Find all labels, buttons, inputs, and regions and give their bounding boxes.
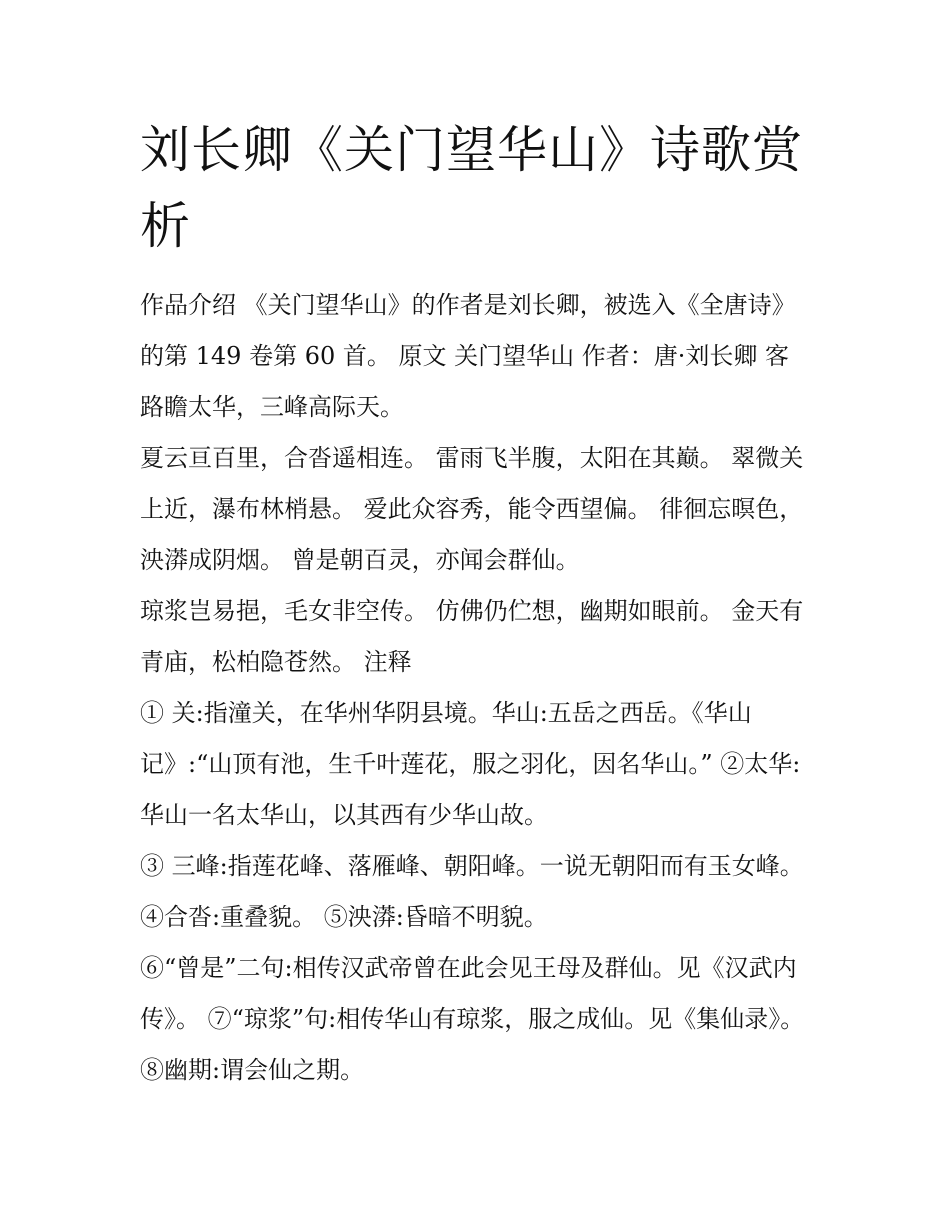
paragraph-note-6-8: ⑥“曾是”二句:相传汉武帝曾在此会见王母及群仙。见《汉武内传》。 ⑦“琼浆”句:相传华山有琼浆，服之成仙。见《集仙录》。 ⑧幽期:谓会仙之期。	[140, 954, 805, 1084]
paragraph-note-3-5: ③ 三峰:指莲花峰、落雁峰、朝阳峰。一说无朝阳而有玉女峰。 ④合沓:重叠貌。 ⑤泱漭:昏暗不明貌。	[140, 852, 804, 931]
paragraph-introduction: 作品介绍 《关门望华山》的作者是刘长卿，被选入《全唐诗》的第 149 卷第 60 首。 原文 关门望华山 作者：唐·刘长卿 客路瞻太华，三峰高际天。	[140, 291, 796, 421]
paragraph-poem-part-1: 夏云亘百里，合沓遥相连。 雷雨飞半腹，太阳在其巅。 翠微关上近，瀑布林梢悬。 爱此众容秀，能令西望偏。 徘徊忘暝色，泱漭成阴烟。 曾是朝百灵，亦闻会群仙。	[140, 444, 804, 574]
document-page	[140, 112, 810, 1096]
document-title: 刘长卿《关门望华山》诗歌赏析	[140, 121, 803, 255]
title-spacer	[140, 264, 810, 280]
paragraph-poem-part-2: 琼浆岂易挹，毛女非空传。 仿佛仍伫想，幽期如眼前。 金天有青庙，松柏隐苍然。 注释	[140, 597, 804, 676]
paragraph-note-1-2: ① 关:指潼关，在华州华阴县境。华山:五岳之西岳。《华山记》:“山顶有池，生千叶莲花，服之羽化，因名华山。” ②太华:华山一名太华山，以其西有少华山故。	[140, 699, 801, 829]
